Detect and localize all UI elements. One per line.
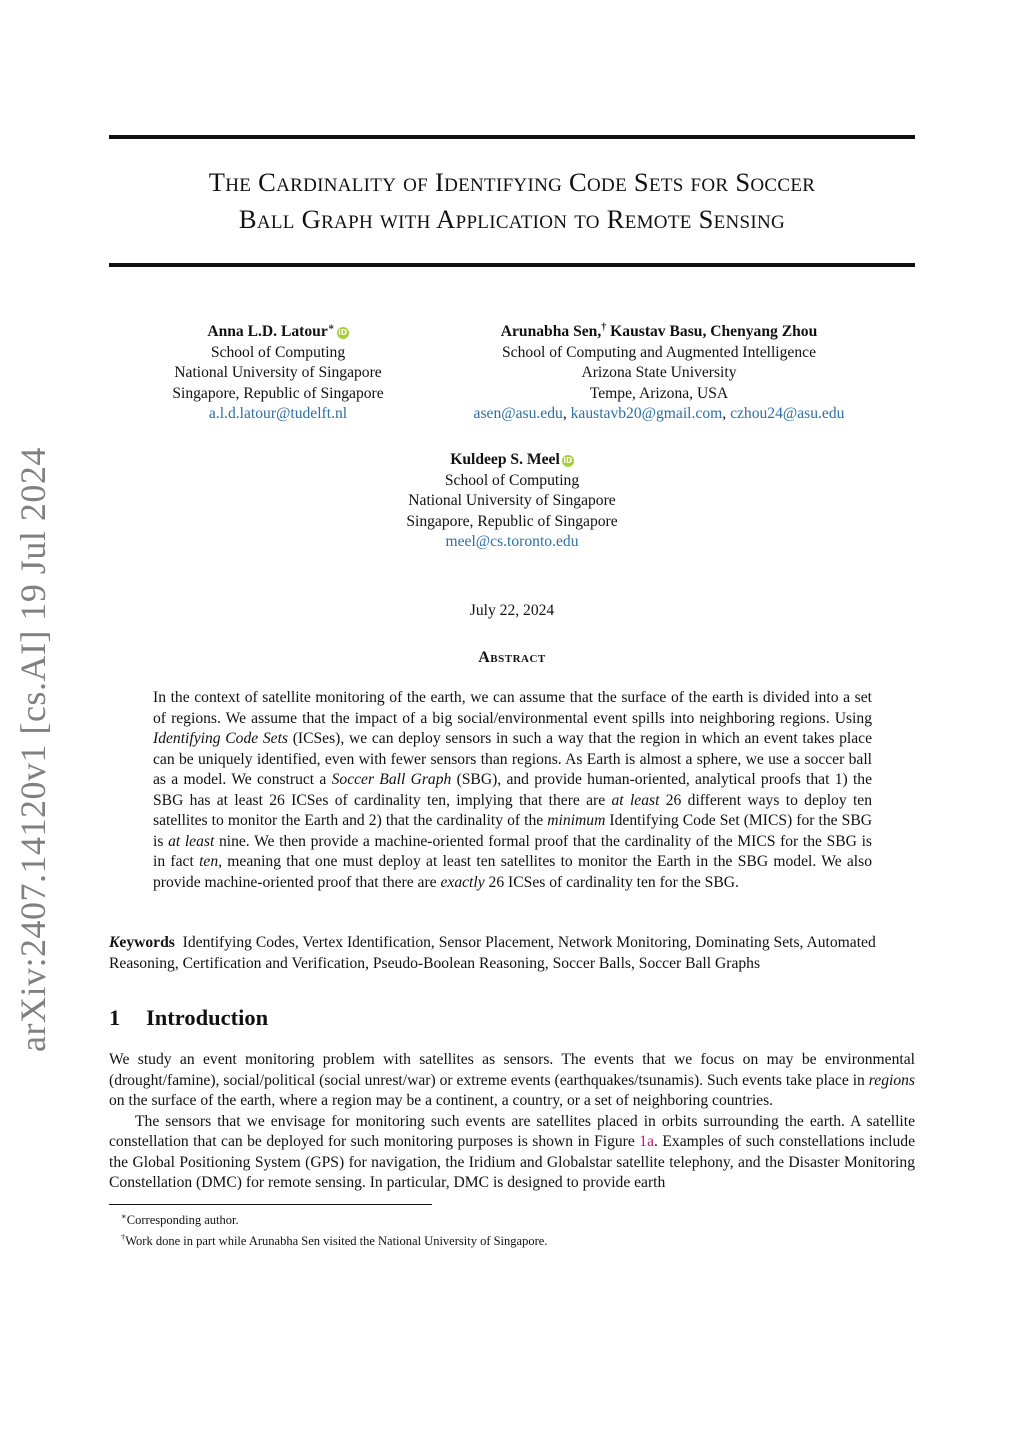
orcid-icon[interactable]: iD xyxy=(338,328,348,338)
affiliation-line: School of Computing xyxy=(444,471,580,489)
email-link[interactable]: kaustavb20@gmail.com xyxy=(570,405,723,423)
author-name: Anna L.D. Latour xyxy=(207,323,328,341)
section-heading-introduction: 1 Introduction xyxy=(109,1005,269,1030)
email-link[interactable]: asen@asu.edu xyxy=(473,405,563,423)
author-names: Kaustav Basu, Chenyang Zhou xyxy=(606,323,818,341)
author-block-latour xyxy=(150,318,406,425)
affiliation-line: Singapore, Republic of Singapore xyxy=(406,512,618,530)
affiliation-line: Arizona State University xyxy=(581,364,737,382)
author-block-sen-basu-zhou: Arunabha Sen,† Kaustav Basu, Chenyang Zhou School of Computing and Augmented Intelligence Arizona State University Tempe, Arizona, USA asen@asu.edu, kaustavb20@gmail.com, czhou24@asu.edu xyxy=(445,318,873,425)
title-top-rule xyxy=(109,135,915,139)
arxiv-stamp: arXiv:2407.14120v1 [cs.AI] 19 Jul 2024 xyxy=(13,447,53,1052)
author-block-meel xyxy=(380,450,644,553)
paper-date: July 22, 2024 xyxy=(469,602,555,619)
paragraph: The sensors that we envisage for monitoring such events are satellites placed in orbits surrounding the earth. A satellite constellation that can be deployed for such monitoring purposes is shown in Figure 1a. Examples of such constellations include the Global Positioning System (GPS) for navigation, the Iridium and Globalstar satellite telephony, and the Disaster Monitoring Constellation (DMC) for remote sensing. In particular, DMC is designed to provide earth xyxy=(109,1112,916,1191)
footnote: †Work done in part while Arunabha Sen visited the National University of Singapore. xyxy=(121,1232,548,1249)
affiliation-line: Singapore, Republic of Singapore xyxy=(172,384,384,402)
email-link[interactable]: a.l.d.latour@tudelft.nl xyxy=(208,405,348,423)
dagger-mark: † xyxy=(601,322,607,333)
keywords xyxy=(109,933,915,974)
paragraph: We study an event monitoring problem with satellites as sensors. The events that we focus on may be environmental (drought/famine), social/political (social unrest/war) or extreme events (earthquakes/tsunamis). Such events take place in regions on the surface of the earth, where a region may be a continent, a country, or a set of neighboring countries. xyxy=(109,1051,915,1109)
affiliation-line: Tempe, Arizona, USA xyxy=(589,384,729,402)
figure-link[interactable]: 1a xyxy=(639,1133,654,1150)
affiliation-line: National University of Singapore xyxy=(174,364,382,382)
author-name: Arunabha Sen, xyxy=(500,323,602,341)
author-name: Kuldeep S. Meel xyxy=(450,451,560,468)
affiliation-line: School of Computing xyxy=(210,343,346,361)
corresponding-mark: ∗ xyxy=(327,322,335,333)
orcid-icon[interactable]: iD xyxy=(563,456,573,465)
keywords-list: Identifying Codes, Vertex Identification, Sensor Placement, Network Monitoring, Dominating Sets, Automated Reasoning, Certification and Verification, Pseudo-Boolean Reasoning, Soccer Balls, Soccer Ball Graphs xyxy=(109,934,876,972)
abstract-text: In the context of satellite monitoring of the earth, we can assume that the surface of the earth is divided into a set of regions. We assume that the impact of a big social/environmental event spills into neighboring regions. Using Identifying Code Sets (ICSes), we can deploy sensors in such a way that the region in which an event takes place can be uniquely identified, even with fewer sensors than regions. As Earth is almost a sphere, we use a soccer ball as a model. We construct a Soccer Ball Graph (SBG), and provide human-oriented, analytical proofs that 1) the SBG has at least 26 ICSes of cardinality ten, implying that there are at least 26 different ways to deploy ten satellites to monitor the Earth and 2) that the cardinality of the minimum Identifying Code Set (MICS) for the SBG is at least nine. We then provide a machine-oriented formal proof that the cardinality of the MICS for the SBG is in fact ten, meaning that one must deploy at least ten satellites to monitor the Earth in the SBG model. We also provide machine-oriented proof that there are exactly 26 ICSes of cardinality ten for the SBG. xyxy=(153,689,873,891)
affiliation-line: National University of Singapore xyxy=(408,492,616,509)
footnote-rule xyxy=(109,1204,432,1205)
footnotes xyxy=(121,1208,547,1250)
paper-title xyxy=(109,164,915,238)
footnote: ∗Corresponding author. xyxy=(121,1211,239,1228)
affiliation-line: School of Computing and Augmented Intelligence xyxy=(502,343,816,361)
abstract-heading: Abstract xyxy=(478,649,546,666)
title-line-2: Ball Graph with Application to Remote Sensing xyxy=(238,204,786,234)
introduction-body xyxy=(109,1050,915,1194)
email-link[interactable]: czhou24@asu.edu xyxy=(730,405,845,423)
email-link[interactable]: meel@cs.toronto.edu xyxy=(445,533,579,550)
title-bottom-rule xyxy=(109,263,915,267)
keywords-label: Keywords xyxy=(109,934,175,951)
title-line-1: The Cardinality of Identifying Code Sets for Soccer xyxy=(208,167,816,197)
